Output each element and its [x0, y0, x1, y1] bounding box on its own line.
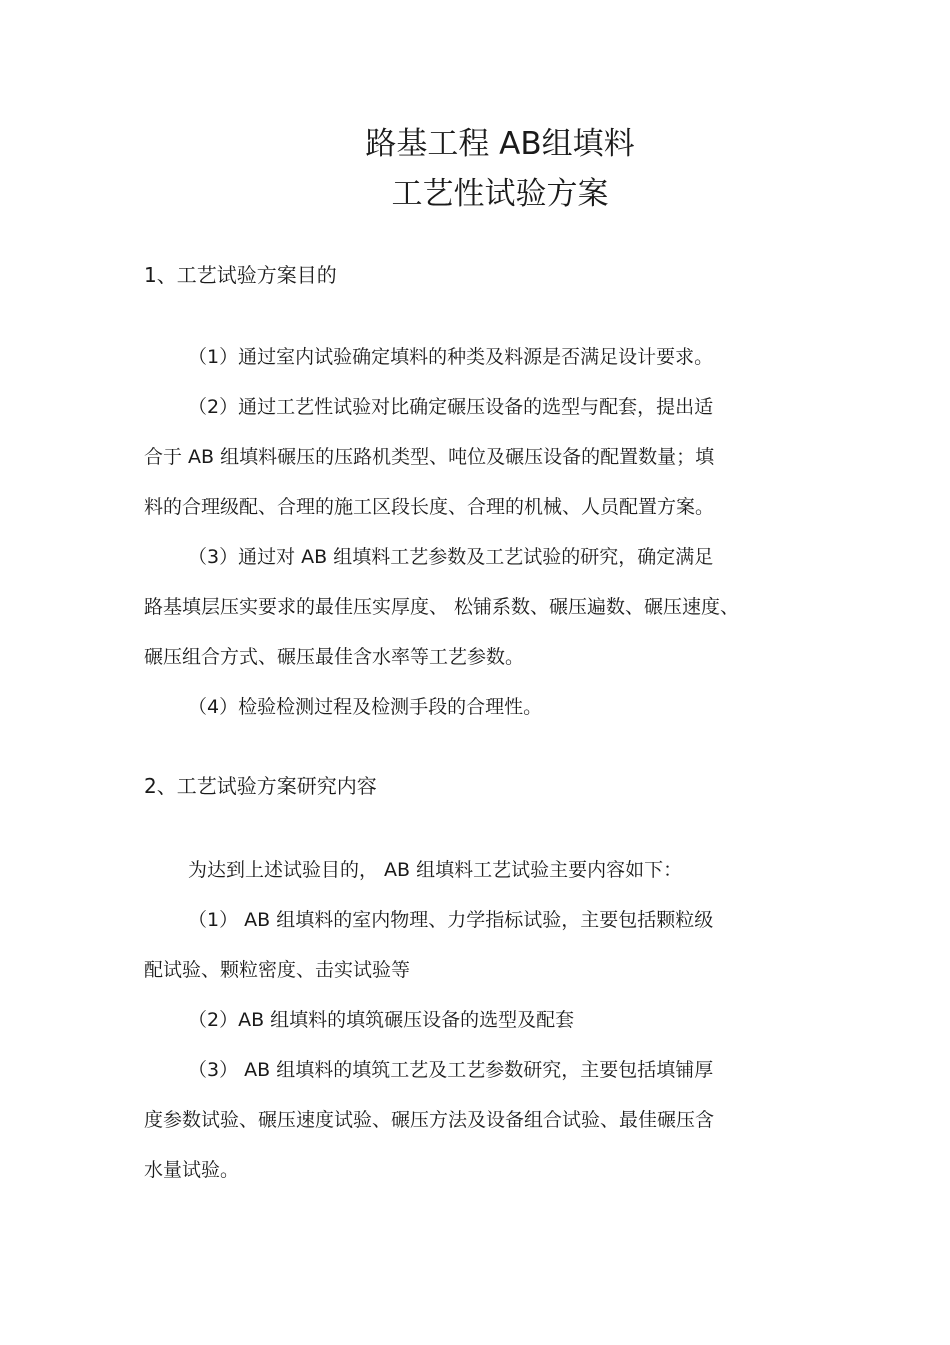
section-1-line: （2）通过工艺性试验对比确定碾压设备的选型与配套，提出适 [188, 396, 714, 418]
section-2-line: 配试验、颗粒密度、击实试验等 [144, 959, 411, 981]
section-1-line: （4）检验检测过程及检测手段的合理性。 [188, 696, 543, 718]
section-1-line: （1）通过室内试验确定填料的种类及料源是否满足设计要求。 [188, 346, 714, 368]
section-2-line: （1） AB 组填料的室内物理、力学指标试验，主要包括颗粒级 [188, 909, 714, 931]
document-title-line-2: 工艺性试验方案 [391, 176, 609, 212]
section-1-line: （3）通过对 AB 组填料工艺参数及工艺试验的研究，确定满足 [188, 546, 714, 568]
section-1-line: 路基填层压实要求的最佳压实厚度、 松铺系数、碾压遍数、碾压速度、 [144, 596, 740, 618]
section-1-line: 合于 AB 组填料碾压的压路机类型、吨位及碾压设备的配置数量；填 [144, 446, 715, 468]
section-2-line: （2）AB 组填料的填筑碾压设备的选型及配套 [188, 1009, 575, 1031]
section-2-line: 水量试验。 [144, 1159, 240, 1181]
section-2-line: 度参数试验、碾压速度试验、碾压方法及设备组合试验、最佳碾压含 [144, 1109, 715, 1131]
section-1-heading: 1、工艺试验方案目的 [144, 263, 337, 287]
section-2-heading: 2、工艺试验方案研究内容 [144, 774, 377, 798]
document-title-line-1: 路基工程 AB组填料 [365, 126, 635, 162]
section-1-line: 碾压组合方式、碾压最佳含水率等工艺参数。 [144, 646, 525, 668]
section-1-line: 料的合理级配、合理的施工区段长度、合理的机械、人员配置方案。 [144, 496, 715, 518]
section-2-line: （3） AB 组填料的填筑工艺及工艺参数研究，主要包括填铺厚 [188, 1059, 714, 1081]
section-2-line: 为达到上述试验目的， AB 组填料工艺试验主要内容如下： [188, 859, 683, 881]
